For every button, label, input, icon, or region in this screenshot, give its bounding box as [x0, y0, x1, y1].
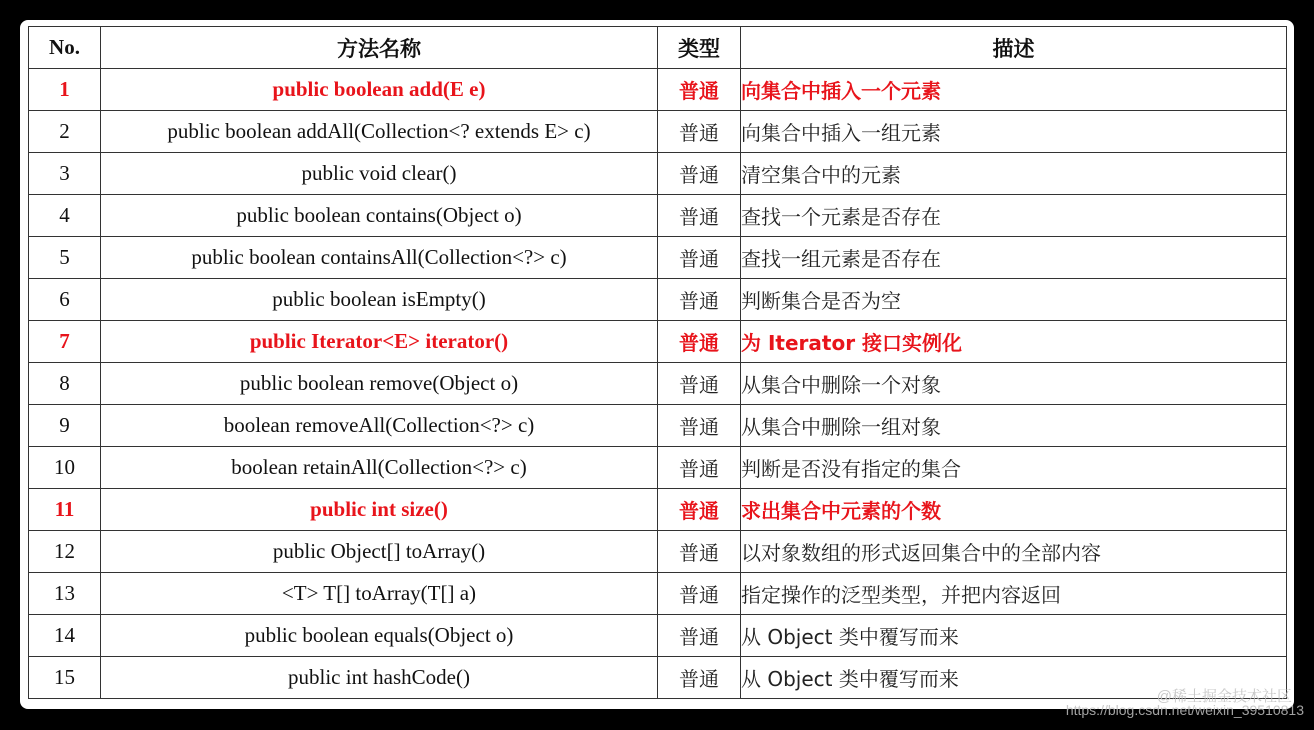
method-description: 向集合中插入一个元素 [741, 69, 1287, 111]
method-name: boolean retainAll(Collection<?> c) [101, 447, 658, 489]
table-row [29, 321, 1287, 363]
method-name: public boolean contains(Object o) [101, 195, 658, 237]
row-number: 3 [29, 153, 101, 195]
method-description: 为 Iterator 接口实例化 [741, 321, 1287, 363]
method-type: 普通 [658, 531, 741, 573]
method-description: 从集合中删除一组对象 [741, 405, 1287, 447]
method-description: 清空集合中的元素 [741, 153, 1287, 195]
row-number: 13 [29, 573, 101, 615]
table-row [29, 237, 1287, 279]
row-number: 10 [29, 447, 101, 489]
header-method-name: 方法名称 [101, 27, 658, 69]
method-name: public int size() [101, 489, 658, 531]
method-type: 普通 [658, 447, 741, 489]
row-number: 14 [29, 615, 101, 657]
method-name: public Object[] toArray() [101, 531, 658, 573]
table-row [29, 489, 1287, 531]
method-type: 普通 [658, 573, 741, 615]
method-type: 普通 [658, 405, 741, 447]
method-type: 普通 [658, 279, 741, 321]
table-row [29, 531, 1287, 573]
method-name: public boolean addAll(Collection<? extends E> c) [101, 111, 658, 153]
table-body [29, 69, 1287, 699]
table-header-row [29, 27, 1287, 69]
watermark-url: https://blog.csdn.net/weixin_39510813 [1065, 702, 1304, 718]
table-row [29, 69, 1287, 111]
method-type: 普通 [658, 69, 741, 111]
method-description: 从 Object 类中覆写而来 [741, 657, 1287, 699]
method-name: public void clear() [101, 153, 658, 195]
method-name: public int hashCode() [101, 657, 658, 699]
method-description: 判断集合是否为空 [741, 279, 1287, 321]
method-description: 查找一组元素是否存在 [741, 237, 1287, 279]
method-description: 判断是否没有指定的集合 [741, 447, 1287, 489]
method-type: 普通 [658, 195, 741, 237]
method-type: 普通 [658, 657, 741, 699]
method-description: 指定操作的泛型类型，并把内容返回 [741, 573, 1287, 615]
method-type: 普通 [658, 321, 741, 363]
method-name: public boolean containsAll(Collection<?> c) [101, 237, 658, 279]
row-number: 5 [29, 237, 101, 279]
table-row [29, 363, 1287, 405]
row-number: 8 [29, 363, 101, 405]
method-type: 普通 [658, 237, 741, 279]
method-name: public boolean remove(Object o) [101, 363, 658, 405]
method-type: 普通 [658, 153, 741, 195]
method-type: 普通 [658, 489, 741, 531]
row-number: 2 [29, 111, 101, 153]
method-type: 普通 [658, 363, 741, 405]
method-name: public boolean isEmpty() [101, 279, 658, 321]
row-number: 12 [29, 531, 101, 573]
method-type: 普通 [658, 111, 741, 153]
row-number: 9 [29, 405, 101, 447]
method-description: 向集合中插入一组元素 [741, 111, 1287, 153]
table-row [29, 279, 1287, 321]
table-row [29, 573, 1287, 615]
row-number: 15 [29, 657, 101, 699]
method-description: 从 Object 类中覆写而来 [741, 615, 1287, 657]
watermark-brand: @稀土掘金技术社区 [1156, 688, 1292, 705]
method-description: 从集合中删除一个对象 [741, 363, 1287, 405]
collection-methods-table [28, 26, 1287, 699]
method-name: public boolean equals(Object o) [101, 615, 658, 657]
method-description: 查找一个元素是否存在 [741, 195, 1287, 237]
row-number: 1 [29, 69, 101, 111]
method-name: public boolean add(E e) [101, 69, 658, 111]
table-row [29, 111, 1287, 153]
method-name: <T> T[] toArray(T[] a) [101, 573, 658, 615]
row-number: 7 [29, 321, 101, 363]
table-row [29, 195, 1287, 237]
method-name: boolean removeAll(Collection<?> c) [101, 405, 658, 447]
method-type: 普通 [658, 615, 741, 657]
header-no: No. [29, 27, 101, 69]
table-row [29, 615, 1287, 657]
row-number: 6 [29, 279, 101, 321]
header-type: 类型 [658, 27, 741, 69]
table-row [29, 153, 1287, 195]
table-row [29, 657, 1287, 699]
method-name: public Iterator<E> iterator() [101, 321, 658, 363]
table-row [29, 447, 1287, 489]
row-number: 11 [29, 489, 101, 531]
header-description: 描述 [741, 27, 1287, 69]
method-description: 以对象数组的形式返回集合中的全部内容 [741, 531, 1287, 573]
table-row [29, 405, 1287, 447]
row-number: 4 [29, 195, 101, 237]
method-description: 求出集合中元素的个数 [741, 489, 1287, 531]
